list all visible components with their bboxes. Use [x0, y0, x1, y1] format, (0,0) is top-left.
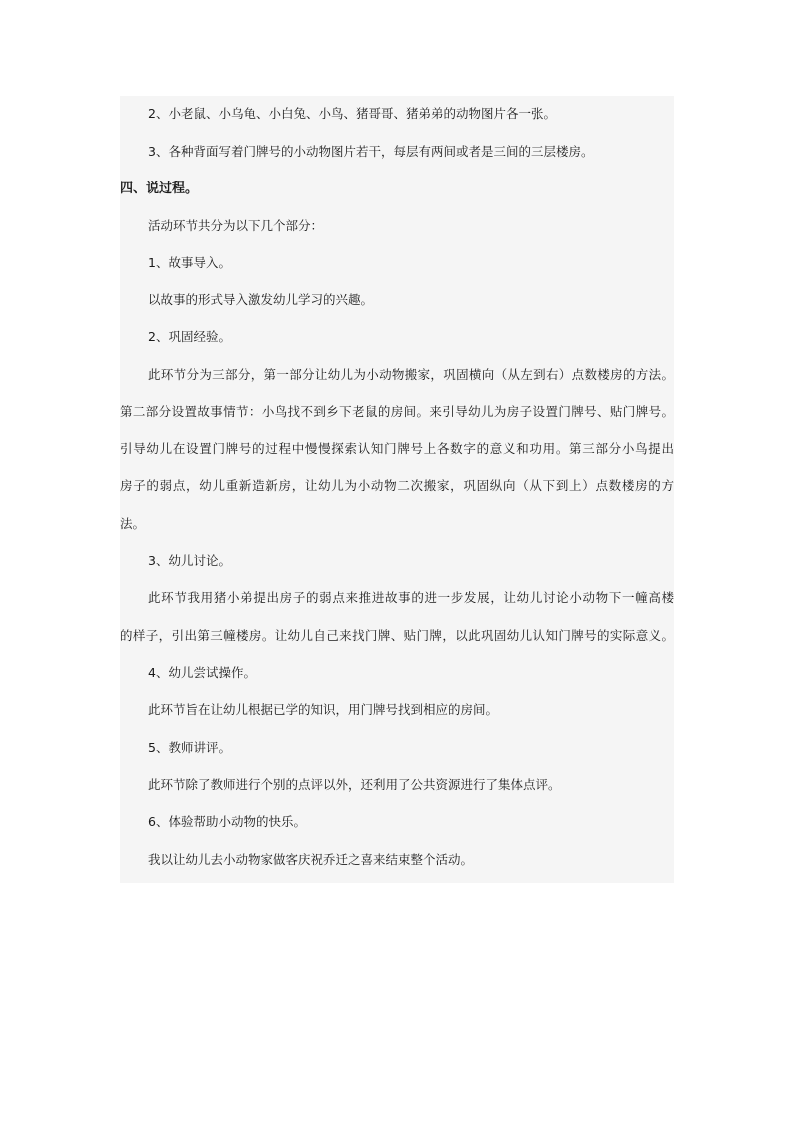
- step-1-text: 以故事的形式导入激发幼儿学习的兴趣。: [148, 292, 374, 307]
- step-3-text-line-2: 的样子，引出第三幢楼房。让幼儿自己来找门牌、贴门牌，以此巩固幼儿认知门牌号的实际意义。: [120, 628, 674, 643]
- step-1-title: 1、故事导入。: [148, 255, 231, 270]
- step-2-text-line-2: 第二部分设置故事情节：小鸟找不到乡下老鼠的房间。来引导幼儿为房子设置门牌号、贴门牌号。: [120, 404, 674, 419]
- step-4-text: 此环节旨在让幼儿根据已学的知识，用门牌号找到相应的房间。: [148, 702, 499, 717]
- section-heading-process: 四、说过程。: [120, 181, 199, 196]
- step-2-text-line-3: 引导幼儿在设置门牌号的过程中慢慢探索认知门牌号上各数字的意义和功用。第三部分小鸟提出: [120, 441, 674, 456]
- document-body: [120, 96, 674, 883]
- step-6-title: 6、体验帮助小动物的快乐。: [148, 814, 306, 829]
- step-2-text-line-4: 房子的弱点，幼儿重新造新房，让幼儿为小动物二次搬家，巩固纵向（从下到上）点数楼房的方: [120, 478, 674, 493]
- step-3-text-line-1: 此环节我用猪小弟提出房子的弱点来推进故事的进一步发展，让幼儿讨论小动物下一幢高楼: [148, 590, 674, 605]
- step-2-title: 2、巩固经验。: [148, 329, 231, 344]
- materials-item-2: 2、小老鼠、小乌龟、小白兔、小鸟、猪哥哥、猪弟弟的动物图片各一张。: [148, 106, 556, 121]
- step-3-title: 3、幼儿讨论。: [148, 553, 231, 568]
- step-2-text-line-5: 法。: [120, 516, 146, 531]
- step-2-text-line-1: 此环节分为三部分，第一部分让幼儿为小动物搬家，巩固横向（从左到右）点数楼房的方法。: [148, 367, 674, 382]
- step-5-text: 此环节除了教师进行个别的点评以外，还利用了公共资源进行了集体点评。: [148, 777, 561, 792]
- paragraph-intro: 活动环节共分为以下几个部分：: [148, 218, 324, 233]
- step-4-title: 4、幼儿尝试操作。: [148, 665, 256, 680]
- step-6-text: 我以让幼儿去小动物家做客庆祝乔迁之喜来结束整个活动。: [148, 852, 474, 867]
- step-5-title: 5、教师讲评。: [148, 740, 231, 755]
- materials-item-3: 3、各种背面写着门牌号的小动物图片若干，每层有两间或者是三间的三层楼房。: [148, 144, 594, 159]
